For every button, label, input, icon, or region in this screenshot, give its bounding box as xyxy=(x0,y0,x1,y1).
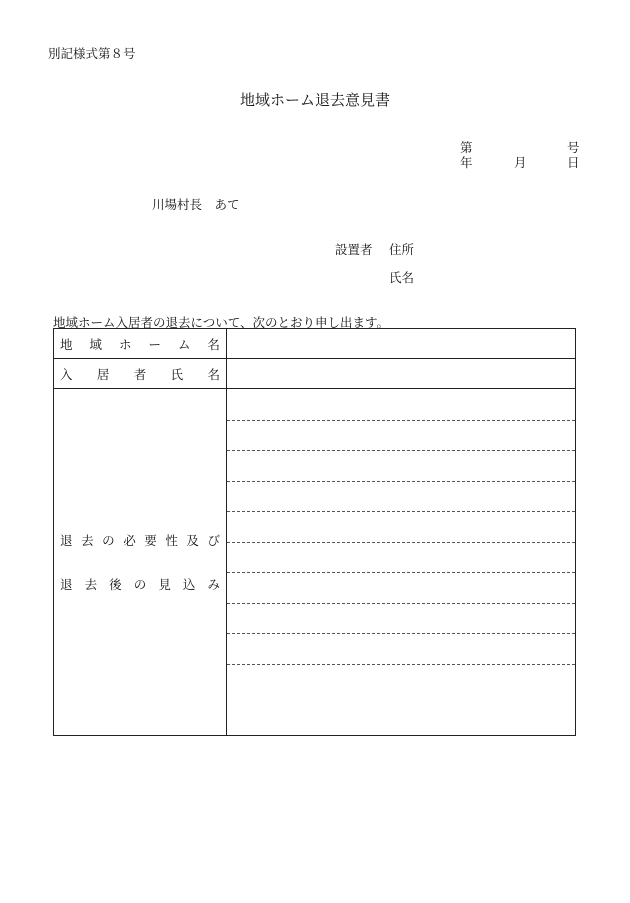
label-char: 込 xyxy=(182,577,196,592)
label-char: 性 xyxy=(165,533,178,548)
label-char: の xyxy=(133,577,147,592)
label-char: 去 xyxy=(81,533,94,548)
label-char: ー xyxy=(148,336,161,352)
doc-number-suffix: 号 xyxy=(567,140,580,155)
label-char: の xyxy=(102,533,115,548)
writing-line xyxy=(227,542,575,543)
date-year: 年 xyxy=(460,155,473,170)
writing-line xyxy=(227,481,575,482)
form-number: 別記様式第８号 xyxy=(48,46,136,61)
home-name-label-text xyxy=(60,335,220,353)
home-name-field[interactable] xyxy=(227,329,576,359)
label-char: 及 xyxy=(186,533,199,548)
writing-line xyxy=(227,603,575,604)
label-char: び xyxy=(207,533,220,548)
label-char: 居 xyxy=(96,366,110,382)
resident-name-field[interactable] xyxy=(227,359,576,389)
label-char: 必 xyxy=(123,533,136,548)
label-char: ホ xyxy=(118,336,132,352)
label-char: 氏 xyxy=(170,366,184,382)
necessity-lines xyxy=(227,389,575,735)
label-char: 退 xyxy=(60,577,73,592)
writing-line xyxy=(227,420,575,421)
withdrawal-form-table xyxy=(53,328,576,736)
label-char: 後 xyxy=(109,577,122,592)
label-char: 名 xyxy=(207,366,220,382)
resident-name-label-text xyxy=(60,365,220,383)
name-label: 氏名 xyxy=(389,270,415,285)
writing-line xyxy=(227,450,575,451)
label-char: 地 xyxy=(60,336,73,352)
writing-line xyxy=(227,572,575,573)
address-label: 住所 xyxy=(389,242,415,257)
label-char: 域 xyxy=(89,336,102,352)
applicant-role: 設置者 xyxy=(335,242,373,257)
date-month: 月 xyxy=(514,155,527,170)
label-char: 退 xyxy=(60,533,73,548)
writing-line xyxy=(227,633,575,634)
necessity-field[interactable] xyxy=(227,389,576,736)
label-char: 入 xyxy=(60,366,73,382)
intro-text: 地域ホーム入居者の退去について、次のとおり申し出ます。 xyxy=(53,315,390,330)
label-char: ム xyxy=(177,336,191,352)
doc-number-prefix: 第 xyxy=(460,140,473,155)
label-char: 名 xyxy=(207,336,220,352)
home-name-label xyxy=(54,329,227,359)
necessity-label-line1 xyxy=(60,531,220,549)
necessity-label-line2 xyxy=(60,575,220,593)
label-char: み xyxy=(207,577,220,592)
addressee: 川場村長 あて xyxy=(152,197,240,212)
necessity-label xyxy=(54,389,227,736)
document-title: 地域ホーム退去意見書 xyxy=(239,91,390,109)
label-char: 要 xyxy=(144,533,157,548)
resident-name-label xyxy=(54,359,227,389)
date-day: 日 xyxy=(567,155,580,170)
label-char: 見 xyxy=(158,577,171,592)
writing-line xyxy=(227,511,575,512)
label-char: 去 xyxy=(84,577,98,592)
label-char: 者 xyxy=(133,366,147,382)
writing-line xyxy=(227,664,575,665)
